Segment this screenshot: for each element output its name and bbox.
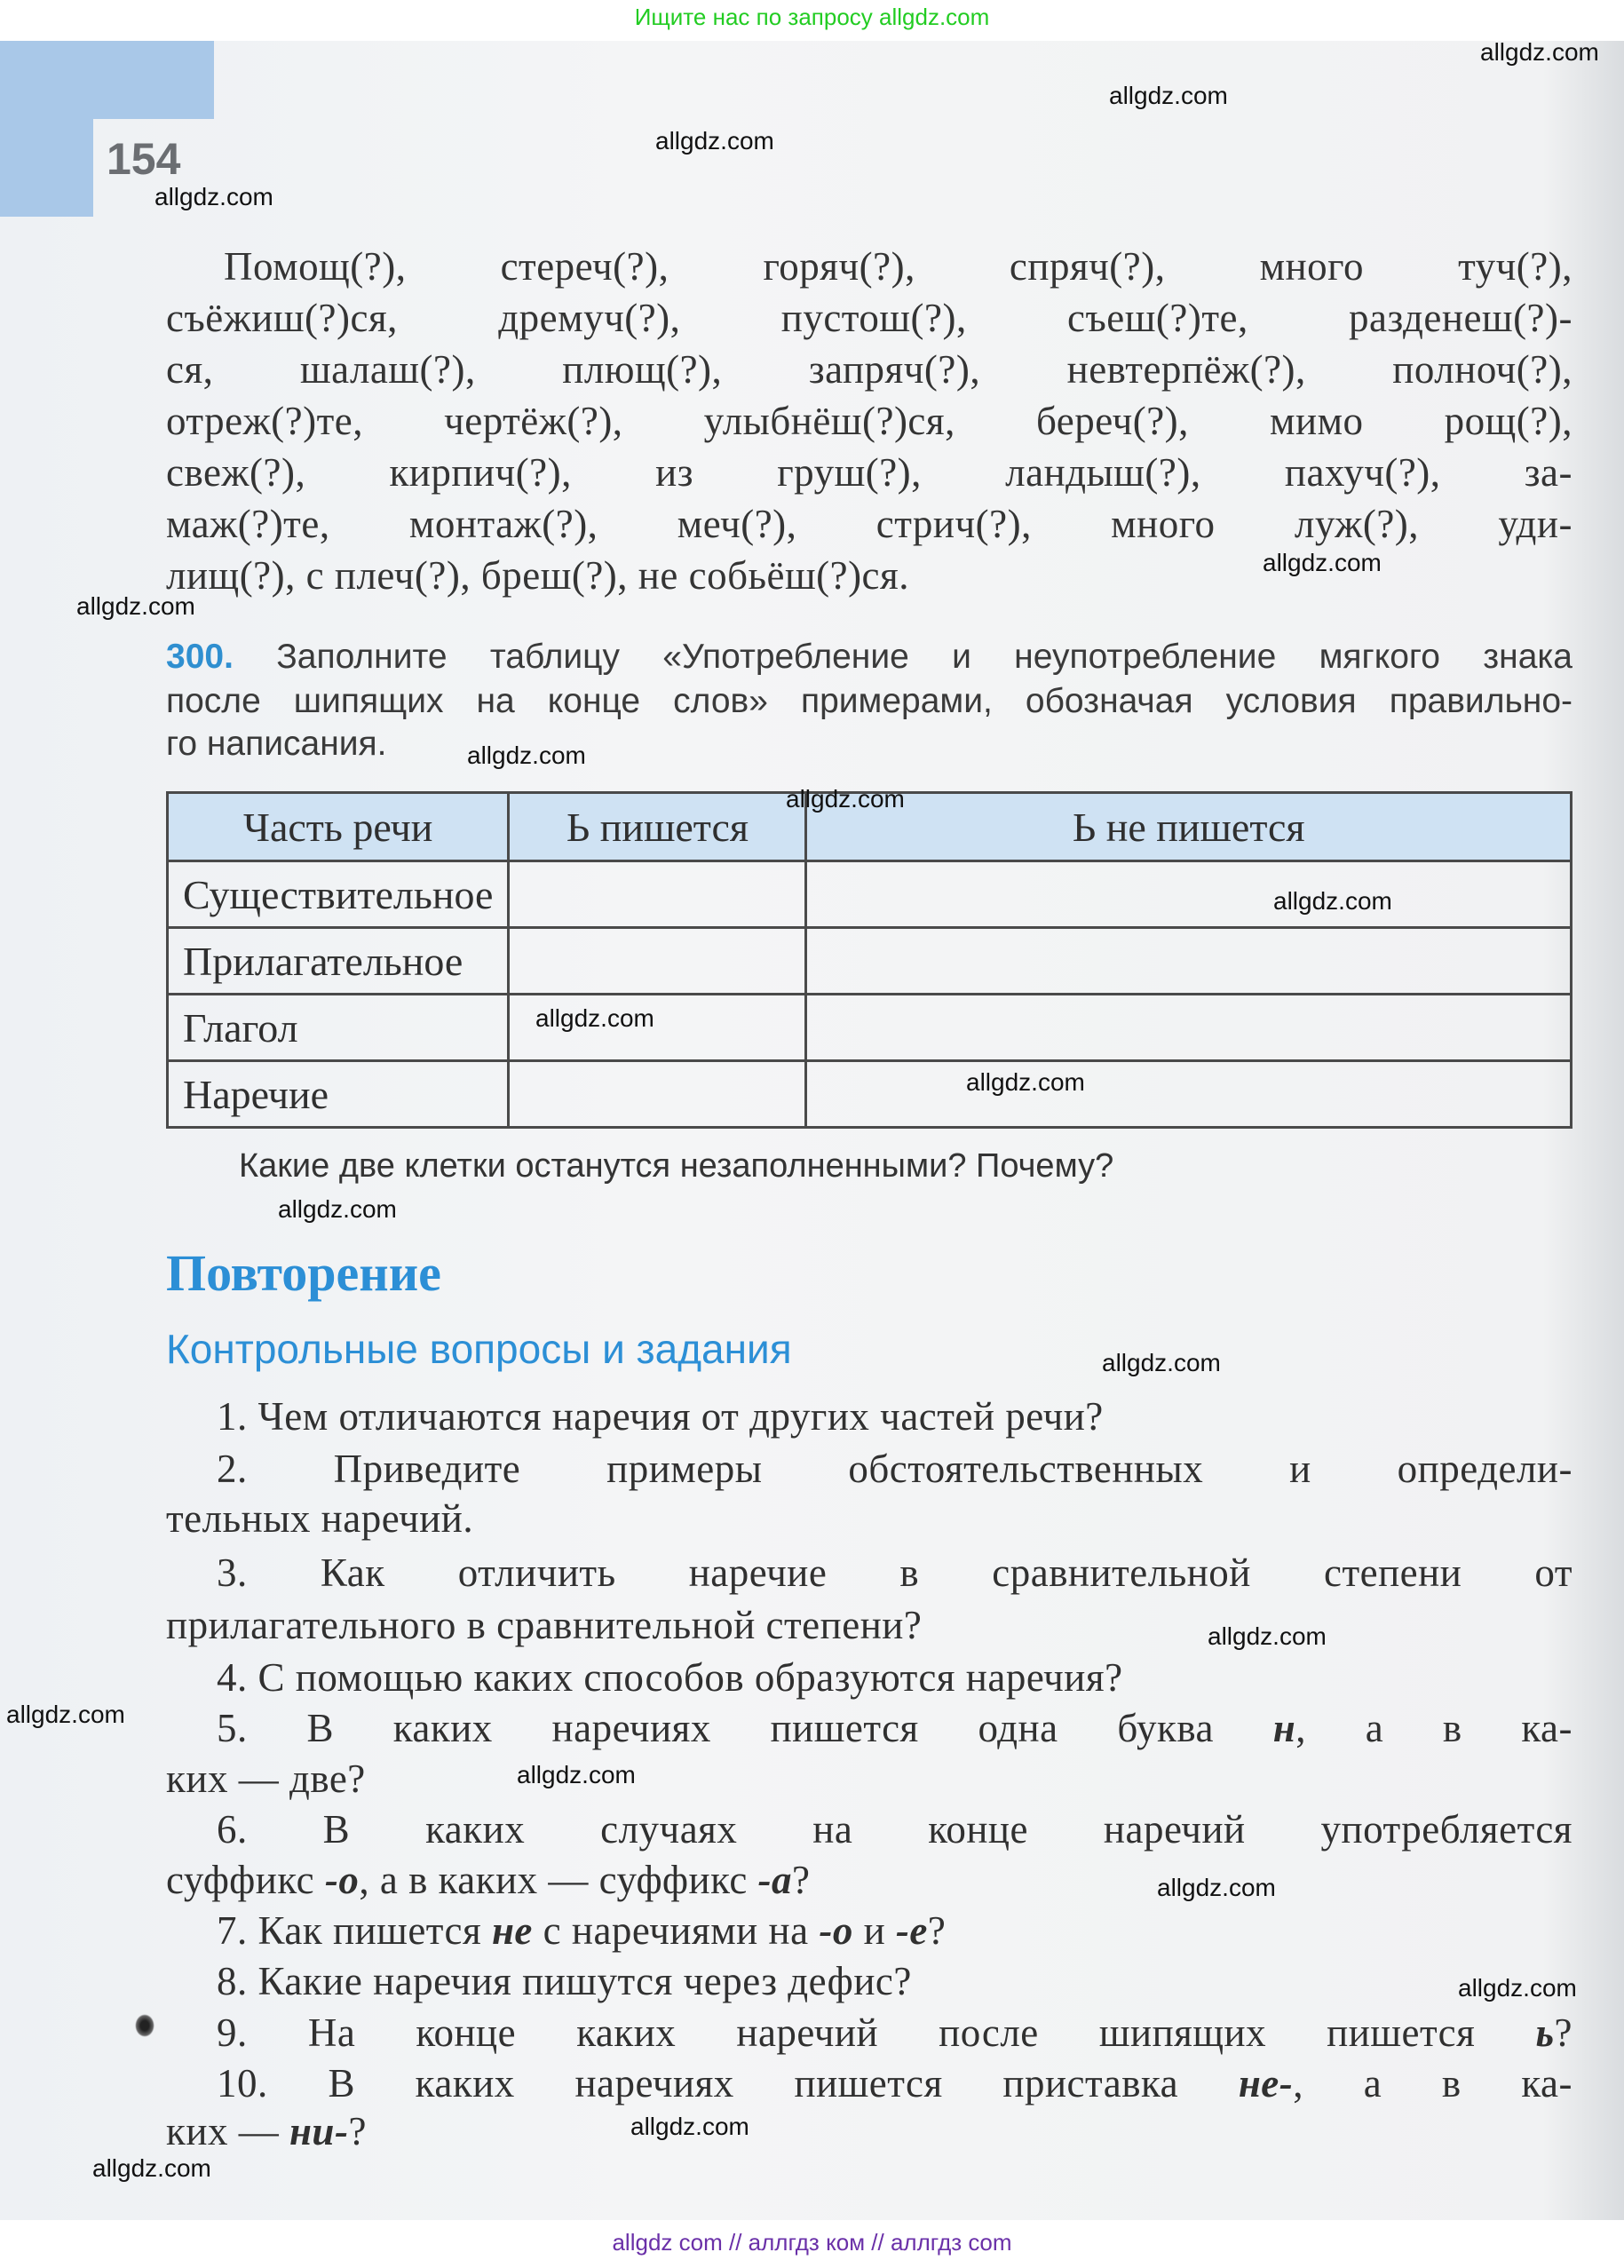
exercise-line: маж(?)те, монтаж(?), меч(?), стрич(?), много луж(?), уди- (166, 502, 1573, 546)
watermark: allgdz.com (1273, 887, 1392, 915)
table-cell (509, 1061, 806, 1128)
ink-blot-icon (135, 2014, 154, 2037)
emphasized-morpheme: -а (757, 1858, 793, 1902)
column-header-soft-sign-written: Ь пишется (509, 793, 806, 861)
watermark: allgdz.com (278, 1195, 397, 1223)
table-cell (509, 861, 806, 928)
exercise-line: лищ(?), с плеч(?), бреш(?), не собьёш(?)ся. (166, 553, 909, 598)
watermark: allgdz.com (966, 1068, 1085, 1096)
question-text: 1. Чем отличаются наречия от других частей речи? (217, 1394, 1104, 1439)
watermark: allgdz.com (6, 1701, 125, 1728)
emphasized-morpheme: не- (1238, 2061, 1294, 2105)
watermark: allgdz.com (1480, 38, 1599, 66)
search-banner: Ищите нас по запросу allgdz.com (634, 4, 990, 30)
watermark: allgdz.com (76, 592, 195, 620)
review-question-line (217, 2008, 1573, 2058)
task-line (166, 722, 1573, 765)
exercise-line: отреж(?)те, чертёж(?), улыбнёш(?)ся, береч(?), мимо рощ(?), (166, 399, 1573, 443)
watermark: allgdz.com (1208, 1622, 1327, 1650)
table-cell (509, 928, 806, 995)
watermark: allgdz.com (92, 2154, 211, 2182)
section-subtitle: Контрольные вопросы и задания (166, 1326, 792, 1372)
review-question-line (166, 1600, 1573, 1651)
question-text: ? (348, 2109, 367, 2153)
watermark: allgdz.com (1157, 1874, 1276, 1901)
question-text: 9. На конце каких наречий после шипящих пишется (217, 2010, 1536, 2055)
question-text: ? (927, 1908, 947, 1953)
task-line (166, 635, 1573, 678)
question-text: ? (1554, 2010, 1573, 2055)
task-text: после шипящих на конце слов» примерами, обозначая условия правильно- (166, 682, 1573, 720)
emphasized-morpheme: ь (1535, 2010, 1555, 2055)
watermark: allgdz.com (1102, 1349, 1221, 1376)
question-text: тельных наречий. (166, 1496, 474, 1541)
table-cell (806, 861, 1572, 928)
question-text: прилагательного в сравнительной степени? (166, 1603, 923, 1647)
question-text: и (852, 1908, 896, 1953)
table-cell: Прилагательное (168, 928, 509, 995)
exercise-line: съёжиш(?)ся, дремуч(?), пустош(?), съеш(?)те, разденеш(?)- (166, 296, 1573, 340)
exercise-line: ся, шалаш(?), плющ(?), запряч(?), невтерпёж(?), полноч(?), (166, 347, 1573, 392)
table-cell (806, 928, 1572, 995)
review-question-line (166, 1494, 1573, 1544)
page-number: 154 (107, 134, 181, 184)
question-text: 7. Как пишется (217, 1908, 492, 1953)
table-row (168, 995, 1572, 1061)
review-question-line (217, 1392, 1573, 1442)
column-header-soft-sign-not-written: Ь не пишется (806, 793, 1572, 861)
question-text: 5. В каких наречиях пишется одна буква (217, 1706, 1273, 1750)
question-text: 8. Какие наречия пишутся через дефис? (217, 1959, 912, 2003)
watermark: allgdz.com (467, 741, 586, 769)
task-text: Заполните таблицу «Употребление и неупотребление мягкого знака (276, 638, 1573, 676)
question-text: суффикс (166, 1858, 325, 1902)
question-text: , а в ка- (1293, 2061, 1573, 2105)
review-question-line (166, 1855, 1573, 1906)
emphasized-morpheme: -е (895, 1908, 928, 1953)
table-cell (806, 1061, 1572, 1128)
page-corner-decoration-lower (0, 119, 93, 217)
table-row (168, 1061, 1572, 1128)
question-text: ких — две? (166, 1757, 366, 1801)
footer-links: allgdz com // аллгдз ком // аллгдз com (612, 2229, 1012, 2256)
emphasized-morpheme: н (1272, 1706, 1296, 1750)
emphasized-morpheme: не (491, 1908, 533, 1953)
question-text: 3. Как отличить наречие в сравнительной степени от (217, 1550, 1573, 1595)
question-text: 2. Приведите примеры обстоятельственных и определи- (217, 1447, 1573, 1491)
review-question-line (217, 1956, 1573, 2007)
review-question-line (217, 2058, 1573, 2109)
emphasized-morpheme: -о (324, 1858, 360, 1902)
section-title: Повторение (166, 1244, 441, 1302)
watermark: allgdz.com (655, 127, 774, 155)
question-text: 6. В каких случаях на конце наречий употребляется (217, 1807, 1573, 1852)
review-question-line (166, 1754, 1573, 1804)
exercise-line: свеж(?), кирпич(?), из груш(?), ландыш(?), пахуч(?), за- (166, 450, 1573, 495)
question-text: 4. С помощью каких способов образуются наречия? (217, 1655, 1123, 1700)
review-question-line (217, 1703, 1573, 1754)
review-question-line (217, 1548, 1573, 1598)
question-text: 10. В каких наречиях пишется приставка (217, 2061, 1239, 2105)
question-text: с наречиями на (532, 1908, 820, 1953)
question-text: , а в каких — суффикс (359, 1858, 758, 1902)
review-question-line (217, 1804, 1573, 1855)
review-question-line (217, 1653, 1573, 1703)
review-question-line (166, 2106, 1573, 2157)
watermark: allgdz.com (154, 183, 273, 210)
watermark: allgdz.com (1263, 549, 1382, 576)
table-cell: Существительное (168, 861, 509, 928)
table-cell: Глагол (168, 995, 509, 1061)
page-corner-decoration (0, 41, 214, 119)
table-question: Какие две клетки останутся незаполненными? Почему? (239, 1147, 1114, 1185)
task-text: го написания. (166, 725, 387, 763)
table-cell (806, 995, 1572, 1061)
exercise-line: Помощ(?), стереч(?), горяч(?), спряч(?), много туч(?), (224, 244, 1573, 289)
question-text: ? (792, 1858, 811, 1902)
watermark: allgdz.com (517, 1761, 636, 1788)
review-question-line (217, 1444, 1573, 1495)
task-number: 300. (166, 638, 234, 676)
task-line (166, 679, 1573, 723)
soft-sign-table (166, 791, 1573, 1129)
emphasized-morpheme: ни- (289, 2109, 349, 2153)
column-header-part-of-speech: Часть речи (168, 793, 509, 861)
review-question-line (217, 1906, 1573, 1956)
watermark: allgdz.com (1109, 82, 1228, 109)
watermark: allgdz.com (630, 2113, 749, 2140)
table-cell: Наречие (168, 1061, 509, 1128)
watermark: allgdz.com (786, 785, 905, 813)
watermark: allgdz.com (535, 1004, 654, 1032)
question-text: , а в ка- (1295, 1706, 1573, 1750)
emphasized-morpheme: -о (819, 1908, 853, 1953)
question-text: ких — (166, 2109, 289, 2153)
watermark: allgdz.com (1458, 1974, 1577, 2002)
table-row (168, 928, 1572, 995)
